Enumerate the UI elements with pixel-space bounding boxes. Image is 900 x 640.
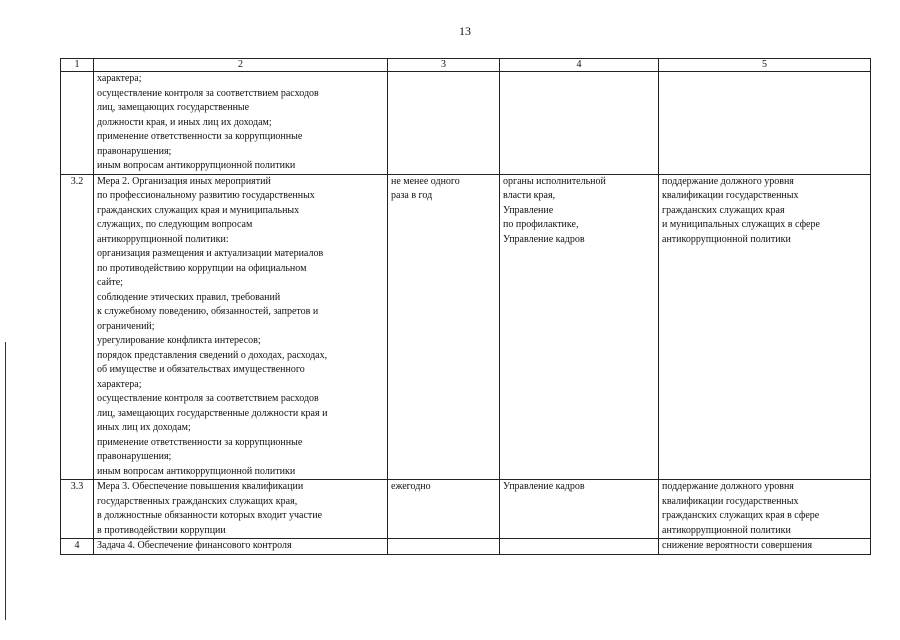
executor-cell [500, 174, 659, 480]
row-number-cell: 3.3 [61, 480, 94, 539]
cell-line: правонарушения; [97, 145, 172, 157]
cell-line: к служебному поведению, обязанностей, запретов и [97, 306, 319, 317]
measure-cell [94, 539, 388, 555]
cell-line: антикоррупционной политики [662, 524, 791, 536]
cell-line: характера; [97, 73, 142, 84]
column-header: 1 [61, 59, 94, 72]
cell-line: Задача 4. Обеспечение финансового контроля [97, 540, 292, 551]
cell-line: в должностные обязанности которых входит участие [97, 510, 323, 521]
cell-line: раза в год [391, 190, 433, 201]
column-header: 3 [388, 59, 500, 72]
cell-line: Управление [503, 204, 554, 216]
term-cell [388, 174, 500, 480]
executor-cell [500, 480, 659, 539]
cell-line: Управление кадров [503, 481, 585, 492]
cell-line: гражданских служащих края [662, 204, 785, 216]
executor-cell [500, 539, 659, 555]
cell-line: в противодействии коррупции [97, 524, 226, 536]
cell-line: сайте; [97, 277, 123, 288]
cell-line: иных лиц их доходам; [97, 422, 191, 433]
cell-line: гражданских служащих края и муниципальных [97, 204, 300, 216]
cell-line: применение ответственности за коррупционные [97, 436, 303, 448]
cell-line: ограничений; [97, 320, 155, 332]
cell-line: лиц, замещающих государственные должности края и [97, 407, 328, 419]
cell-line: антикоррупционной политики [662, 233, 791, 245]
result-cell [659, 174, 871, 480]
cell-line: по профилактике, [503, 219, 579, 230]
cell-line: должности края, и иных лиц их доходам; [97, 116, 272, 128]
table-row [61, 174, 871, 480]
cell-line: гражданских служащих края в сфере [662, 510, 820, 521]
cell-line: Управление кадров [503, 233, 585, 245]
cell-line: по профессиональному развитию государственных [97, 190, 315, 201]
cell-line: порядок представления сведений о доходах, расходах, [97, 349, 328, 361]
column-header: 5 [659, 59, 871, 72]
cell-line: поддержание должного уровня [662, 175, 794, 187]
cell-line: квалификации государственных [662, 495, 799, 507]
cell-line: поддержание должного уровня [662, 481, 794, 492]
cell-line: осуществление контроля за соответствием расходов [97, 87, 319, 99]
row-number-cell: 4 [61, 539, 94, 555]
table-row [61, 72, 871, 175]
cell-line: применение ответственности за коррупционные [97, 131, 303, 142]
table-body [61, 72, 871, 555]
cell-line: урегулирование конфликта интересов; [97, 335, 261, 346]
measure-cell [94, 480, 388, 539]
result-cell [659, 72, 871, 175]
cell-line: соблюдение этических правил, требований [97, 291, 281, 303]
measures-table [60, 58, 871, 555]
executor-cell [500, 72, 659, 175]
column-header: 4 [500, 59, 659, 72]
cell-line: ежегодно [391, 481, 431, 492]
measure-cell [94, 72, 388, 175]
measure-cell [94, 174, 388, 480]
cell-line: осуществление контроля за соответствием расходов [97, 393, 319, 404]
cell-line: правонарушения; [97, 451, 172, 462]
cell-line: органы исполнительной [503, 175, 606, 187]
page-number: 13 [459, 24, 471, 38]
cell-line: об имуществе и обязательствах имущественного [97, 364, 305, 375]
term-cell [388, 480, 500, 539]
cell-line: не менее одного [391, 175, 460, 187]
cell-line: характера; [97, 378, 142, 390]
cell-line: служащих, по следующим вопросам [97, 219, 253, 230]
cell-line: снижение вероятности совершения [662, 540, 813, 551]
margin-rule [5, 342, 6, 620]
cell-line: власти края, [503, 190, 556, 201]
cell-line: Мера 3. Обеспечение повышения квалификации [97, 481, 304, 492]
result-cell [659, 539, 871, 555]
cell-line: по противодействию коррупции на официальном [97, 262, 307, 274]
result-cell [659, 480, 871, 539]
row-number-cell: 3.2 [61, 174, 94, 480]
cell-line: государственных гражданских служащих края, [97, 495, 298, 507]
cell-line: организация размещения и актуализации материалов [97, 248, 324, 259]
cell-line: иным вопросам антикоррупционной политики [97, 160, 296, 171]
cell-line: и муниципальных служащих в сфере [662, 219, 820, 230]
table-row [61, 480, 871, 539]
cell-line: Мера 2. Организация иных мероприятий [97, 175, 271, 187]
cell-line: квалификации государственных [662, 190, 799, 201]
column-header: 2 [94, 59, 388, 72]
cell-line: антикоррупционной политики: [97, 233, 229, 245]
table-row [61, 539, 871, 555]
table-header-row [61, 59, 871, 72]
term-cell [388, 539, 500, 555]
cell-line: лиц, замещающих государственные [97, 102, 250, 113]
cell-line: иным вопросам антикоррупционной политики [97, 465, 296, 477]
term-cell [388, 72, 500, 175]
row-number-cell [61, 72, 94, 175]
